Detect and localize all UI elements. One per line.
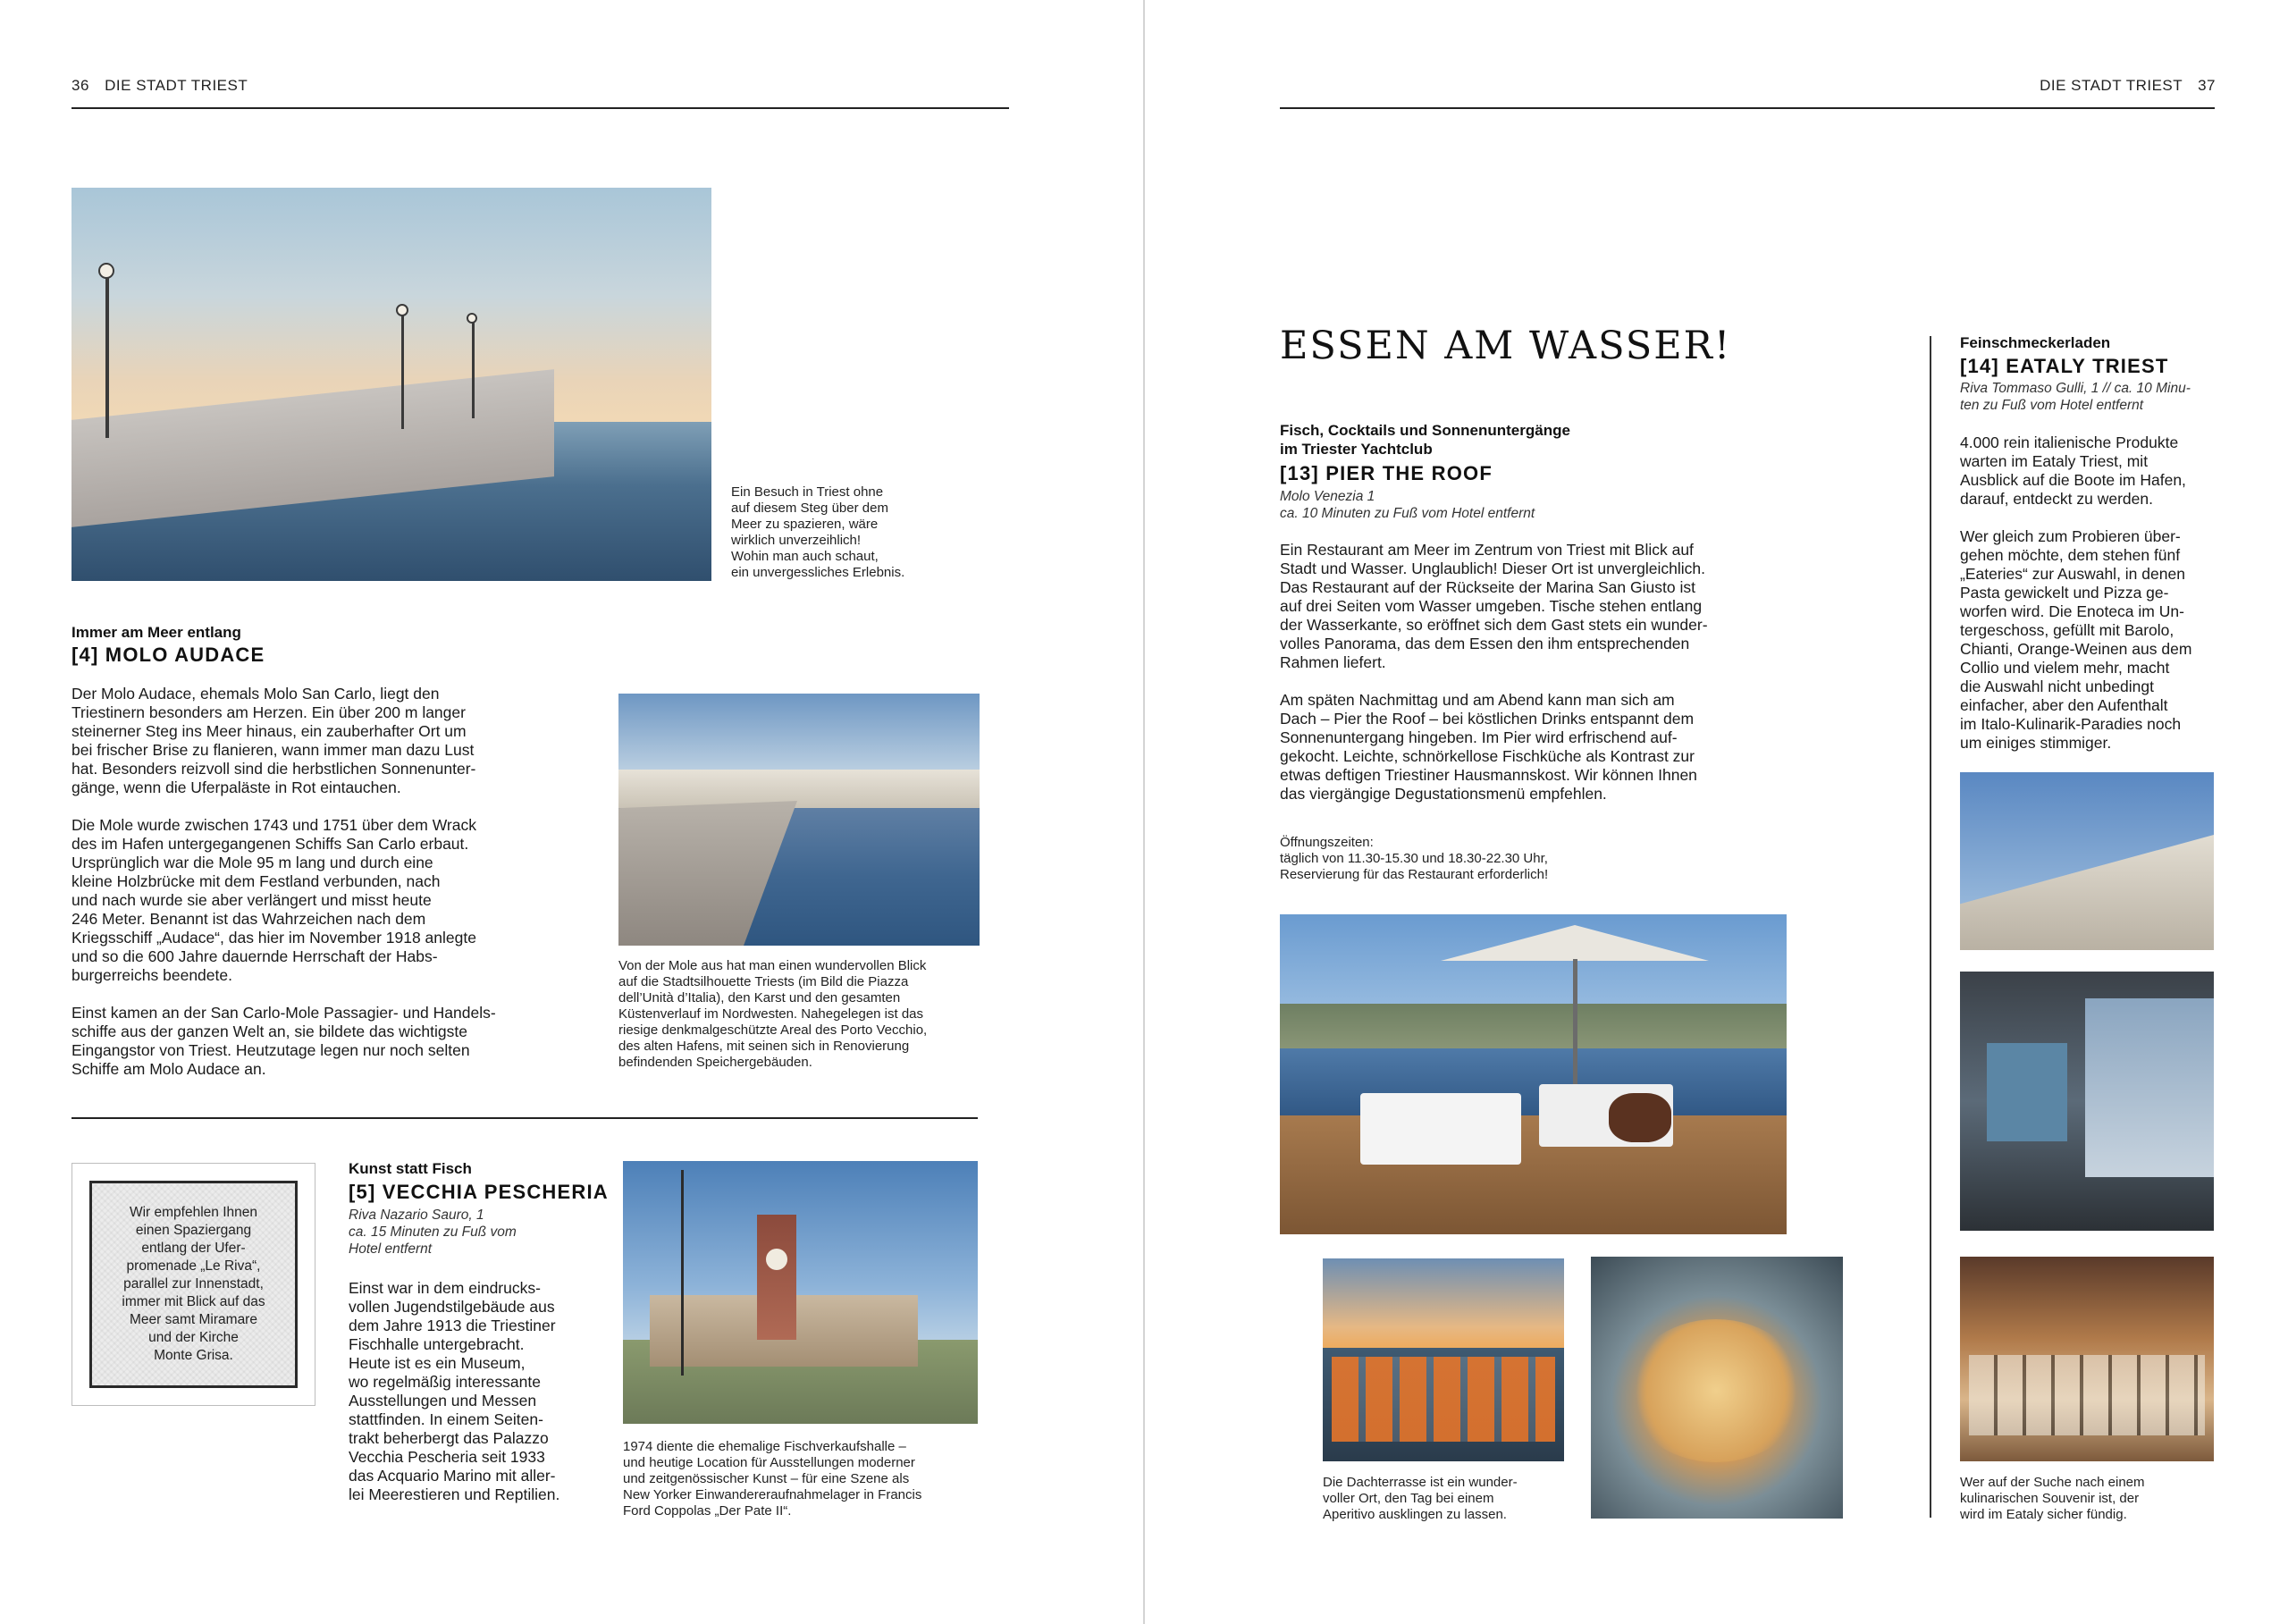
running-header [2040, 77, 2216, 95]
photo-pasta-dish [1591, 1257, 1843, 1519]
header-rule [72, 107, 1009, 109]
molo-heading: [4] MOLO AUDACE [72, 644, 265, 666]
photo-molo-pier [72, 188, 711, 581]
photo-molo-view-caption: Von der Mole aus hat man einen wundervollen Blick auf die Stadtsilhouette Triests (im Bild die Piazza dell’Unità d’Italia), den Karst und den gesamten Küstenverlauf im Nordwesten. Nahegelegen ist das riesige denkmalgeschützte Areal des Porto Vecchio, des alten Hafens, mit seinen sich in Renovierung befindenden Speichergebäuden. [618, 958, 928, 1070]
eataly-info: Riva Tommaso Gulli, 1 // ca. 10 Minu- ten zu Fuß vom Hotel entfernt [1960, 381, 2191, 413]
photo-eataly-caption: Wer auf der Suche nach einem kulinarischen Souvenir ist, der wird im Eataly sicher fündig. [1960, 1475, 2145, 1522]
photo-molo-view [618, 694, 980, 946]
photo-pescheria-caption: 1974 diente die ehemalige Fischverkaufshalle – und heutige Location für Ausstellungen moderner und zeitgenössischer Kunst – für eine Szene als New Yorker Einwandereraufnahmelager in Francis Ford Coppolas „Der Pate II“. [623, 1439, 922, 1519]
pescheria-body: Einst war in dem eindrucks- vollen Jugendstilgebäude aus dem Jahre 1913 die Triestiner Fischhalle untergebracht. Heute ist es ein Museum, wo regelmäßig interessante Ausstellungen und Messen stattfinden. In einem Seiten- trakt beherbergt das Palazzo Vecchia Pescheria seit 1933 das Acquario Marino mit aller- lei Meerestieren und Reptilien. [349, 1279, 560, 1503]
photo-eataly-interior [1960, 972, 2214, 1231]
photo-aperitivo-drinks [1323, 1258, 1564, 1461]
eataly-heading: [14] EATALY TRIEST [1960, 355, 2169, 377]
pescheria-info: Riva Nazario Sauro, 1 ca. 15 Minuten zu Fuß vom Hotel entfernt [349, 1207, 517, 1257]
pescheria-kicker: Kunst statt Fisch [349, 1160, 472, 1177]
photo-eataly-building [1960, 772, 2214, 950]
feature-title: ESSEN AM WASSER! [1280, 324, 1732, 368]
tip-box-text: Wir empfehlen Ihnen einen Spaziergang entlang der Ufer- promenade „Le Riva“, parallel zur Innenstadt, immer mit Blick auf das Meer samt Miramare und der Kirche Monte Grisa. [122, 1205, 265, 1363]
section-title: DIE STADT TRIEST [2040, 77, 2183, 94]
running-header [72, 77, 248, 95]
column-rule [1930, 336, 1931, 1518]
section-rule [72, 1117, 978, 1119]
photo-aperitivo-caption: Die Dachterrasse ist ein wunder- voller Ort, den Tag bei einem Aperitivo ausklingen zu lassen. [1323, 1475, 1518, 1522]
molo-paragraph: Der Molo Audace, ehemals Molo San Carlo, liegt den Triestinern besonders am Herzen. Ein über 200 m langer steinerner Steg ins Meer hinaus, ein zauberhafter Ort um bei frischer Brise zu flanieren, wann immer man dazu Lust hat. Besonders reizvoll sind die herbstlichen Sonnenunter- gänge, wenn die Uferpaläste in Rot eintauchen. [72, 685, 476, 796]
pier-opening-hours: Öffnungszeiten: täglich von 11.30-15.30 und 18.30-22.30 Uhr, Reservierung für das Restaurant erforderlich! [1280, 835, 1549, 882]
eataly-paragraph: 4.000 rein italienische Produkte warten im Eataly Triest, mit Ausblick auf die Boote im Hafen, darauf, entdeckt zu werden. [1960, 433, 2186, 508]
pier-heading: [13] PIER THE ROOF [1280, 462, 1493, 484]
molo-paragraph: Die Mole wurde zwischen 1743 und 1751 über dem Wrack des im Hafen untergegangenen Schiffs San Carlo erbaut. Ursprünglich war die Mole 95 m lang und durch eine kleine Holzbrücke mit dem Festland verbunden, nach und nach wurde sie aber verlängert und misst heute 246 Meter. Benannt ist das Wahrzeichen nach dem Kriegsschiff „Audace“, das hier im November 1918 anlegte und so die 600 Jahre dauernde Herrschaft der Habs- burgerreichs beendete. [72, 816, 476, 984]
photo-pescheria [623, 1161, 978, 1424]
molo-kicker: Immer am Meer entlang [72, 624, 241, 641]
section-title: DIE STADT TRIEST [105, 77, 248, 94]
pier-body [1280, 541, 1816, 822]
molo-body [72, 685, 608, 1098]
photo-pier-terrace [1280, 914, 1787, 1234]
pescheria-heading: [5] VECCHIA PESCHERIA [349, 1181, 609, 1203]
eataly-body [1960, 433, 2219, 771]
tip-box-inner [89, 1181, 298, 1388]
eataly-kicker: Feinschmeckerladen [1960, 334, 2111, 351]
pier-kicker: Fisch, Cocktails und Sonnenuntergänge im Triester Yachtclub [1280, 422, 1570, 458]
pier-paragraph: Ein Restaurant am Meer im Zentrum von Triest mit Blick auf Stadt und Wasser. Unglaublich! Dieser Ort ist unvergleichlich. Das Restaurant auf der Rückseite der Marina San Giusto ist auf drei Seiten vom Wasser umgeben. Tische stehen entlang der Wasserkante, so eröffnet sich dem Gast stets ein wunder- volles Panorama, das dem Essen den ihm entsprechenden Rahmen liefert. [1280, 541, 1708, 671]
pier-paragraph: Am späten Nachmittag und am Abend kann man sich am Dach – Pier the Roof – bei köstlichen Drinks entspannt dem Sonnenuntergang hingeben. Im Pier wird erfrischend auf- gekocht. Leichte, schnörkellose Fischküche als Kontrast zur etwas deftigen Triestiner Hausmannskost. Wir können Ihnen das viergängige Degustationsmenü empfehlen. [1280, 691, 1697, 803]
page-number: 37 [2198, 77, 2216, 94]
photo-eataly-shop [1960, 1257, 2214, 1461]
eataly-paragraph: Wer gleich zum Probieren über- gehen möchte, dem stehen fünf „Eateries“ zur Auswahl, in denen Pasta gewickelt und Pizza ge- worfen wird. Die Enoteca im Un- tergeschoss, gefüllt mit Barolo, Chianti, Orange-Weinen aus dem Collio und vielem mehr, macht die Auswahl nicht unbedingt einfacher, aber den Aufenthalt im Italo-Kulinarik-Paradies noch um einiges stimmiger. [1960, 527, 2192, 752]
right-page [1145, 0, 2288, 1624]
header-rule [1280, 107, 2215, 109]
pier-info: Molo Venezia 1 ca. 10 Minuten zu Fuß vom Hotel entfernt [1280, 489, 1535, 521]
left-page [0, 0, 1143, 1624]
molo-paragraph: Einst kamen an der San Carlo-Mole Passagier- und Handels- schiffe aus der ganzen Welt an, sie bildete das wichtigste Eingangstor von Triest. Heutzutage legen nur noch selten Schiffe am Molo Audace an. [72, 1004, 496, 1078]
page-number: 36 [72, 77, 89, 94]
photo-molo-pier-caption: Ein Besuch in Triest ohne auf diesem Steg über dem Meer zu spazieren, wäre wirklich unverzeihlich! Wohin man auch schaut, ein unvergessliches Erlebnis. [731, 484, 905, 580]
